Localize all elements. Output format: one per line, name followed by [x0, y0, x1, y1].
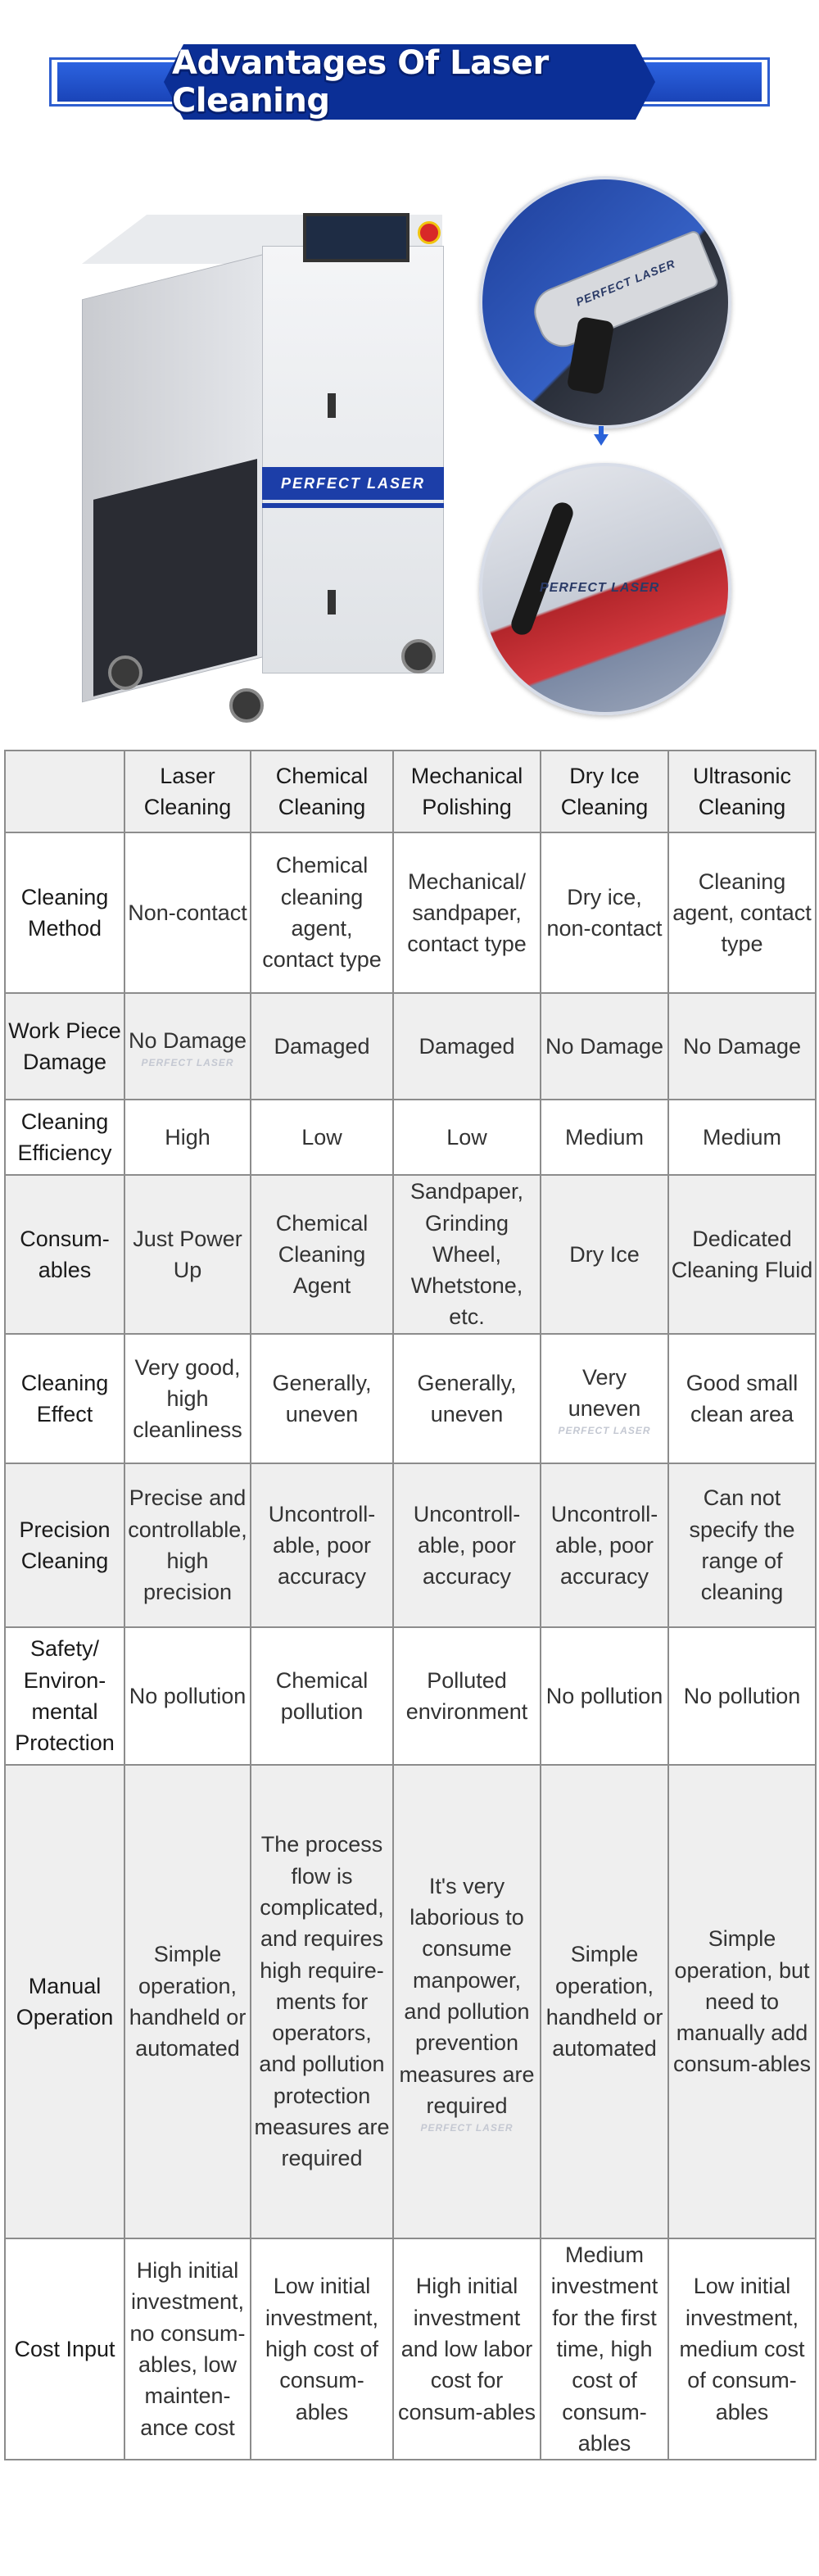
table-cell: No Damage: [668, 993, 816, 1100]
table-cell: Generally, uneven: [251, 1334, 393, 1463]
cell-text: Very uneven: [568, 1364, 641, 1421]
laser-cleaner-machine-image: [57, 213, 450, 721]
table-cell: Low: [393, 1100, 541, 1175]
table-cell: Simple operation, but need to manually add consum-ables: [668, 1765, 816, 2238]
column-header: Dry Ice Cleaning: [541, 751, 668, 832]
table-cell: Sandpaper, Grinding Wheel, Whetstone, etc.: [393, 1175, 541, 1334]
table-cell: No Damage: [541, 993, 668, 1100]
table-cell: Uncontroll-able, poor accuracy: [251, 1463, 393, 1627]
row-header: Cleaning Efficiency: [5, 1100, 124, 1175]
page-title: Advantages Of Laser Cleaning: [172, 44, 549, 120]
hero-section: [0, 164, 819, 721]
table-cell: Mechanical/ sandpaper, contact type: [393, 832, 541, 993]
table-cell: Precise and controllable, high precision: [124, 1463, 251, 1627]
table-row: [5, 1765, 816, 2238]
comparison-table: [4, 750, 817, 2460]
table-header-corner: [5, 751, 124, 832]
laser-hose: [509, 500, 577, 638]
table-row: [5, 1463, 816, 1627]
table-cell: Chemical cleaning agent, contact type: [251, 832, 393, 993]
table-row: [5, 1100, 816, 1175]
laser-gun-body: [527, 229, 719, 355]
watermark-logo: PERFECT LASER: [558, 1425, 651, 1437]
machine-stripe: [262, 503, 444, 508]
column-header: Mechanical Polishing: [393, 751, 541, 832]
table-cell: [124, 993, 251, 1100]
table-cell: Low initial investment, high cost of consum-ables: [251, 2238, 393, 2460]
title-banner: [49, 41, 770, 123]
table-row: [5, 993, 816, 1100]
table-cell: Just Power Up: [124, 1175, 251, 1334]
watermark-logo: PERFECT LASER: [420, 2122, 514, 2134]
table-cell: Dedicated Cleaning Fluid: [668, 1175, 816, 1334]
table-cell: Uncontroll-able, poor accuracy: [541, 1463, 668, 1627]
table-row: [5, 832, 816, 993]
wheel-icon: [229, 688, 264, 723]
table-cell: [393, 1765, 541, 2238]
table-cell: Damaged: [251, 993, 393, 1100]
table-cell: Good small clean area: [668, 1334, 816, 1463]
table-cell: Dry Ice: [541, 1175, 668, 1334]
table-cell: Uncontroll-able, poor accuracy: [393, 1463, 541, 1627]
machine-brand-label: PERFECT LASER: [262, 467, 444, 500]
down-arrow-icon: [594, 434, 609, 446]
table-cell: The process flow is complicated, and requires high require-ments for operators, and pollution protection measures are required: [251, 1765, 393, 2238]
table-cell: Non-contact: [124, 832, 251, 993]
wheel-icon: [108, 655, 143, 690]
table-cell: Damaged: [393, 993, 541, 1100]
table-cell: Polluted environment: [393, 1627, 541, 1765]
table-cell: Medium: [668, 1100, 816, 1175]
table-row: [5, 1334, 816, 1463]
table-cell: Low initial investment, medium cost of consum-ables: [668, 2238, 816, 2460]
table-cell: No pollution: [668, 1627, 816, 1765]
table-row: [5, 2238, 816, 2460]
cell-text: It's very laborious to consume manpower, and pollution prevention measures are required: [399, 1873, 535, 2118]
watermark-logo: PERFECT LASER: [141, 1057, 234, 1069]
row-header: Precision Cleaning: [5, 1463, 124, 1627]
row-header: Safety/ Environ-mental Protection: [5, 1627, 124, 1765]
table-cell: Medium investment for the first time, high cost of consum-ables: [541, 2238, 668, 2460]
column-header: Ultrasonic Cleaning: [668, 751, 816, 832]
table-cell: Very good, high cleanliness: [124, 1334, 251, 1463]
table-cell: Low: [251, 1100, 393, 1175]
column-header: Chemical Cleaning: [251, 751, 393, 832]
table-cell: Cleaning agent, contact type: [668, 832, 816, 993]
table-cell: Medium: [541, 1100, 668, 1175]
table-header-row: [5, 751, 816, 832]
table-row: [5, 1175, 816, 1334]
table-cell: [541, 1334, 668, 1463]
row-header: Work Piece Damage: [5, 993, 124, 1100]
cell-text: No Damage: [128, 1027, 247, 1053]
table-cell: Generally, uneven: [393, 1334, 541, 1463]
row-header: Consum-ables: [5, 1175, 124, 1334]
table-cell: Simple operation, handheld or automated: [124, 1765, 251, 2238]
table-cell: Can not specify the range of cleaning: [668, 1463, 816, 1627]
row-header: Manual Operation: [5, 1765, 124, 2238]
machine-screen: [303, 213, 410, 262]
table-cell: Dry ice, non-contact: [541, 832, 668, 993]
table-cell: Chemical pollution: [251, 1627, 393, 1765]
wheel-icon: [401, 639, 436, 673]
down-arrow-stem: [599, 426, 604, 434]
emergency-stop-icon: [418, 221, 441, 244]
row-header: Cleaning Method: [5, 832, 124, 993]
table-cell: Simple operation, handheld or automated: [541, 1765, 668, 2238]
gun-brand-label: PERFECT LASER: [573, 256, 677, 309]
table-cell: No pollution: [124, 1627, 251, 1765]
table-cell: High initial investment and low labor cost for consum-ables: [393, 2238, 541, 2460]
machine-handle: [328, 590, 336, 615]
laser-gun-closeup-image: [479, 176, 731, 429]
row-header: Cleaning Effect: [5, 1334, 124, 1463]
table-cell: Chemical Cleaning Agent: [251, 1175, 393, 1334]
table-row: [5, 1627, 816, 1765]
machine-front: [262, 246, 444, 673]
table-cell: No pollution: [541, 1627, 668, 1765]
operator-photo-brand-label: PERFECT LASER: [540, 581, 660, 595]
column-header: Laser Cleaning: [124, 751, 251, 832]
table-cell: High initial investment, no consum-ables, low mainten-ance cost: [124, 2238, 251, 2460]
table-cell: High: [124, 1100, 251, 1175]
operator-using-laser-image: [479, 463, 731, 715]
row-header: Cost Input: [5, 2238, 124, 2460]
machine-handle: [328, 393, 336, 418]
